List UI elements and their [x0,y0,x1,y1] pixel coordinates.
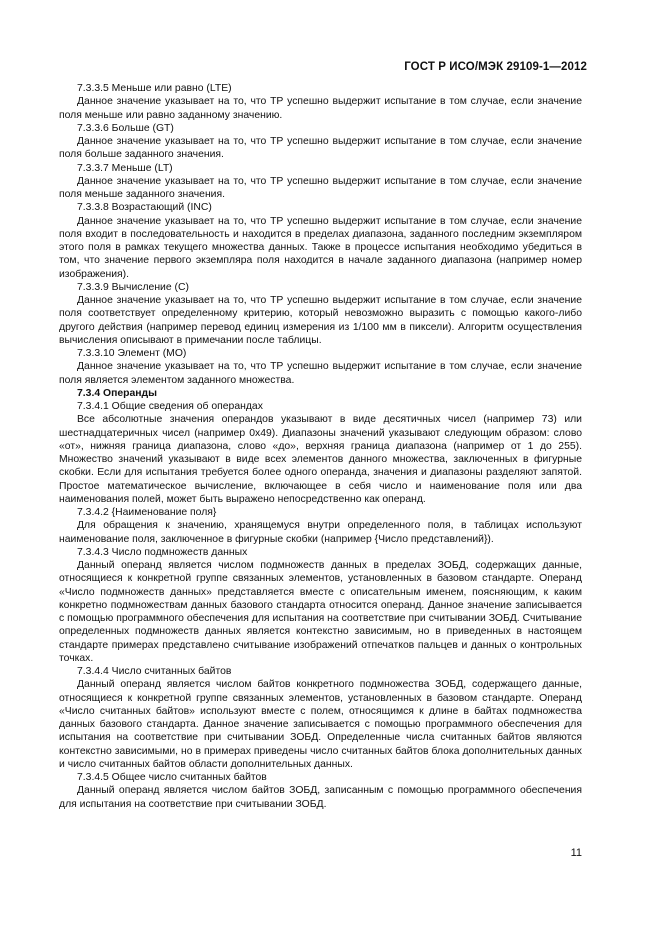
section-heading: 7.3.3.6 Больше (GT) [77,122,174,134]
section-heading: 7.3.4.2 {Наименование поля} [77,507,217,518]
section-heading: 7.3.3.8 Возрастающий (INC) [77,202,212,214]
document-body [59,82,582,811]
section-heading: 7.3.4.4 Число считанных байтов [77,666,232,677]
page-number: 11 [570,847,582,859]
section-heading: 7.3.3.10 Элемент (MO) [77,348,187,359]
paragraph: Данный операнд является числом байтов ЗОБД, записанным с помощью программного обеспечения для испытания на соответствие при считывании ЗОБД. [59,785,582,810]
paragraph: Данное значение указывает на то, что ТР успешно выдержит испытание в том случае, если значение поля входит в последовательность и находится в пределах диапазона, заданного последним экземпляром этого поля в рамках текущего множества данных. Также в процессе испытания необходимо убедиться в том, что значение первого экземпляра поля находится в начале заданного диапазона (например номер изображения). [59,215,582,280]
section-heading: 7.3.4.1 Общие сведения об операндах [77,401,263,412]
paragraph: Все абсолютные значения операндов указывают в виде десятичных чисел (например 73) или шестнадцатеричных чисел (например 0х49). Диапазоны значений указывают следующим образом: слово «от», нижняя граница диапазона, слово «до», верхняя граница диапазона (например от 1 до 255). Множество значений указывают в виде всех элементов данного множества, заключенных в фигурные скобки. Если для испытания требуется более одного операнда, значения и диапазоны разделяют запятой. Простое математическое вычисление, включающее в себя число и наименование поля или два наименования полей, может быть выражено непосредственно как операнд. [59,414,582,505]
section-heading: 7.3.4.3 Число подмножеств данных [77,546,248,558]
paragraph: Данное значение указывает на то, что ТР успешно выдержит испытание в том случае, если значение поля является элементом заданного множества. [59,361,582,386]
subsection-heading: 7.3.4 Операнды [77,387,158,399]
paragraph: Данное значение указывает на то, что ТР успешно выдержит испытание в том случае, если значение поля соответствует определенному критерию, который невозможно выразить с помощью какого-либо другого действия (например перевод единиц измерения из 1/100 мм в пиксели). Алгоритм осуществления вычисления описывают в примечании после таблицы. [59,295,582,346]
section-heading: 7.3.3.7 Меньше (LT) [77,162,173,174]
paragraph: Данный операнд является числом подмножеств данных в пределах ЗОБД, содержащих данные, относящиеся к конкретной группе связанных элементов, установленных в базовом стандарте. Операнд «Число подмножеств данных» представляется вместе с описательным именем, поясняющим, к каким конкретно подмножествам данных базового стандарта относится операнд. Данное значение записывается с помощью программного обеспечения для испытания на соответствие при считывании ЗОБД. Считывание определенных подмножеств данных является контекстно зависимым, но в приведенных в настоящем стандарте примерах представлено считывание изображений отпечатков пальцев и данных о контрольных точках. [59,560,582,664]
document-header: ГОСТ Р ИСО/МЭК 29109-1—2012 [404,61,587,73]
paragraph: Данное значение указывает на то, что ТР успешно выдержит испытание в том случае, если значение поля больше заданного значения. [59,136,582,161]
paragraph: Для обращения к значению, хранящемуся внутри определенного поля, в таблицах используют наименование поля, заключенное в фигурные скобки (например {Число представлений}). [59,520,582,545]
paragraph: Данный операнд является числом байтов конкретного подмножества ЗОБД, содержащего данные, относящиеся к конкретной группе связанных элементов, установленных в базовом стандарте. Операнд «Число считанных байтов» используют вместе с полем, относящимся к длине в байтах подмножества данных базового стандарта. Данное значение записывается с помощью программного обеспечения для испытания на соответствие при считывании ЗОБД. Определенные числа считанных байтов являются контекстно зависимыми, но в примерах приведены число считанных байтов блока дополнительных данных и число считанных байтов области дополнительных данных. [59,679,582,770]
section-heading: 7.3.3.9 Вычисление (C) [77,281,189,293]
section-heading: 7.3.3.5 Меньше или равно (LTE) [77,83,232,94]
paragraph: Данное значение указывает на то, что ТР успешно выдержит испытание в том случае, если значение поля меньше или равно заданному значению. [59,96,582,121]
paragraph: Данное значение указывает на то, что ТР успешно выдержит испытание в том случае, если значение поля меньше заданного значения. [59,175,582,200]
section-heading: 7.3.4.5 Общее число считанных байтов [77,772,267,783]
